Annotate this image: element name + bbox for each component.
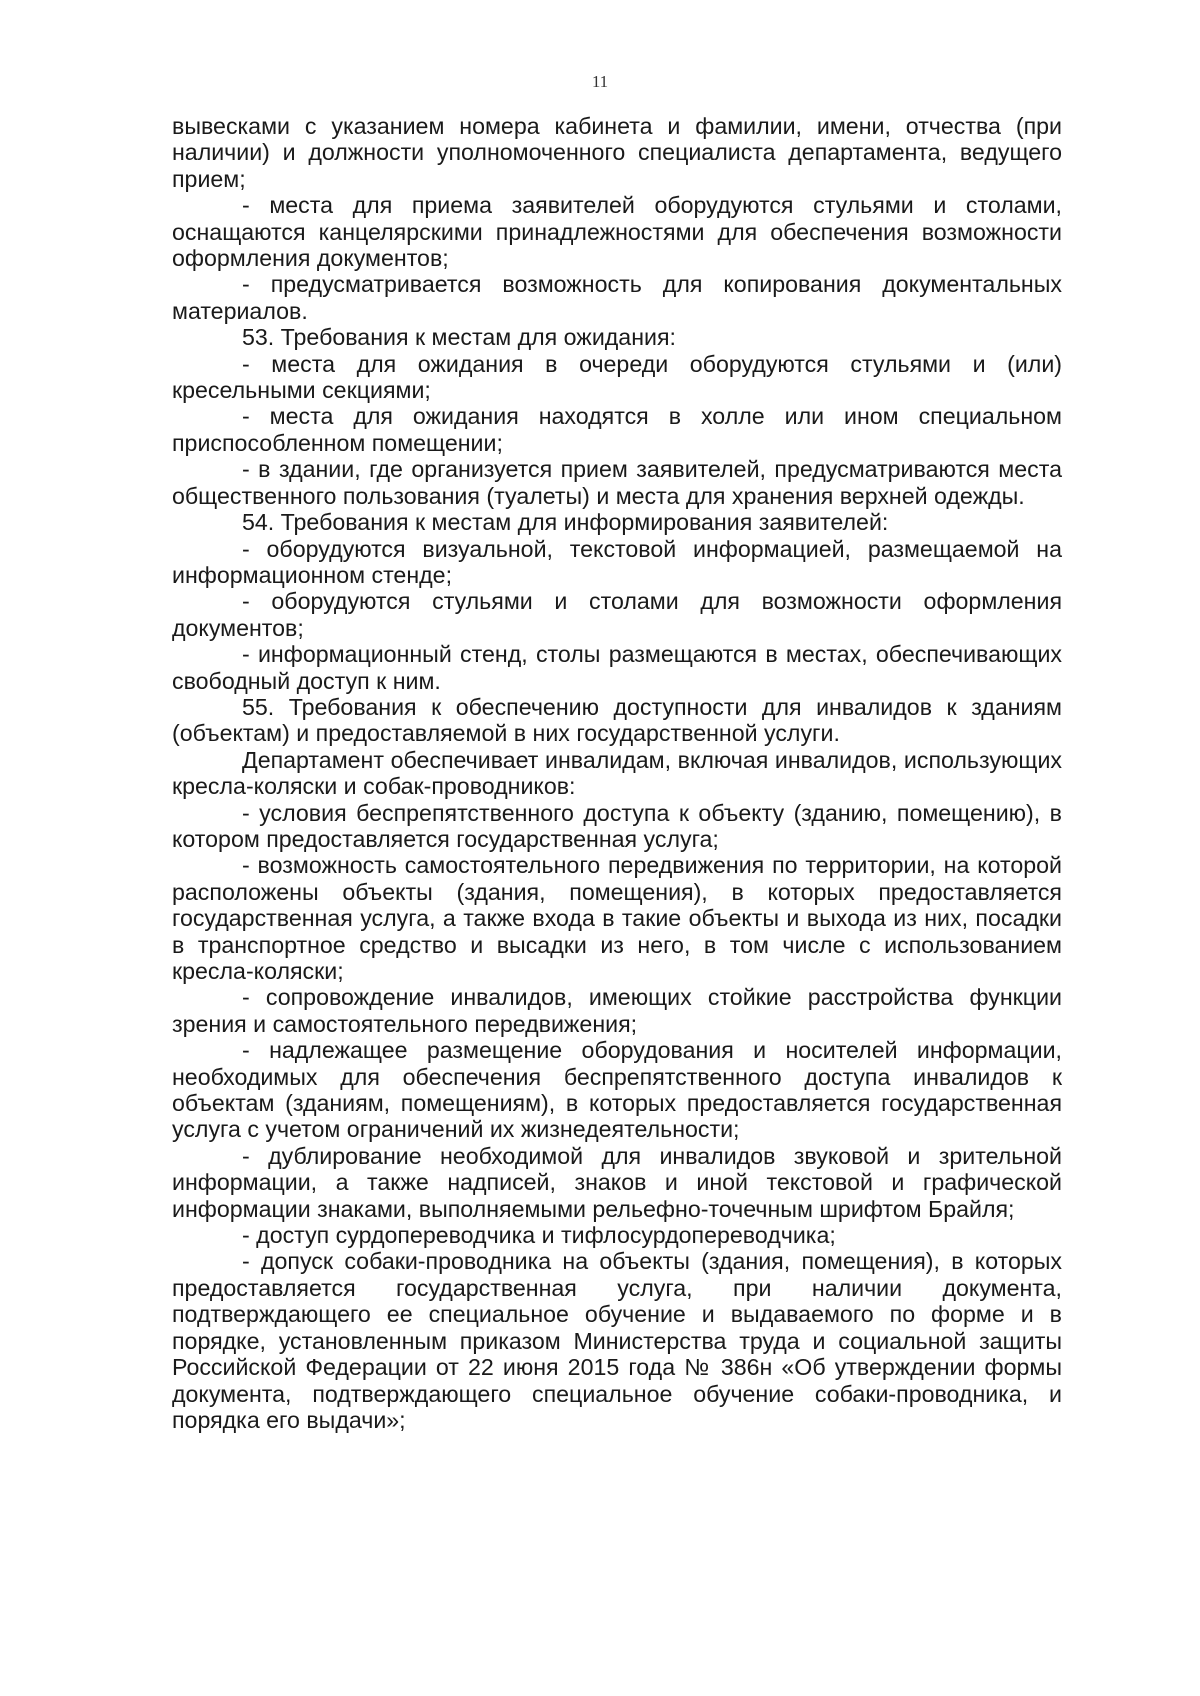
paragraph-list-item: - в здании, где организуется прием заявителей, предусматриваются места общественного пользования (туалеты) и места для хранения верхней одежды. [172,456,1062,509]
paragraph-list-item: - дублирование необходимой для инвалидов звуковой и зрительной информации, а также надписей, знаков и иной текстовой и графической информации знаками, выполняемыми рельефно-точечным шрифтом Брайля; [172,1142,1062,1222]
paragraph-list-item: - информационный стенд, столы размещаются в местах, обеспечивающих свободный доступ к ним. [172,641,1062,694]
paragraph-list-item: - надлежащее размещение оборудования и носителей информации, необходимых для обеспечения беспрепятственного доступа инвалидов к объектам (зданиям, помещениям), в которых предоставляется государственная услуга с учетом ограничений их жизнедеятельности; [172,1037,1062,1143]
paragraph-continuation: вывесками с указанием номера кабинета и фамилии, имени, отчества (при наличии) и должности уполномоченного специалиста департамента, ведущего прием; [172,113,1062,192]
paragraph-list-item: - доступ сурдопереводчика и тифлосурдопереводчика; [242,1222,836,1249]
paragraph-list-item: - условия беспрепятственного доступа к объекту (зданию, помещению), в котором предоставляется государственная услуга; [172,799,1062,852]
section-heading-55: 55. Требования к обеспечению доступности для инвалидов к зданиям (объектам) и предоставляемой в них государственной услуги. [172,693,1062,747]
paragraph-list-item: - сопровождение инвалидов, имеющих стойкие расстройства функции зрения и самостоятельного передвижения; [172,984,1062,1037]
document-body [172,113,1062,1433]
paragraph-list-item: - места для приема заявителей оборудуются стульями и столами, оснащаются канцелярскими принадлежностями для обеспечения возможности оформления документов; [172,192,1062,272]
section-heading-54: 54. Требования к местам для информирования заявителей: [242,509,889,536]
paragraph-list-item: - места для ожидания в очереди оборудуются стульями и (или) кресельными секциями; [172,350,1062,404]
section-heading-53: 53. Требования к местам для ожидания: [242,324,676,351]
paragraph-list-item: - предусматривается возможность для копирования документальных материалов. [172,271,1062,324]
paragraph-list-item: - возможность самостоятельного передвижения по территории, на которой расположены объекты (здания, помещения), в которых предоставляется государственная услуга, а также входа в такие объекты и выхода из них, посадки в транспортное средство и высадки из него, в том числе с использованием кресла-коляски; [172,852,1062,984]
paragraph-list-item: - оборудуются визуальной, текстовой информацией, размещаемой на информационном стенде; [172,535,1062,588]
paragraph-intro: Департамент обеспечивает инвалидам, включая инвалидов, использующих кресла-коляски и собак-проводников: [172,746,1062,800]
page-number: 11 [591,72,609,91]
paragraph-list-item: - места для ожидания находятся в холле или ином специальном приспособленном помещении; [172,403,1062,456]
paragraph-list-item: - допуск собаки-проводника на объекты (здания, помещения), в которых предоставляется государственная услуга, при наличии документа, подтверждающего ее специальное обучение и выдаваемого по форме и в порядке, установленным приказом Министерства труда и социальной защиты Российской Федерации от 22 июня 2015 года № 386н «Об утверждении формы документа, подтверждающего специальное обучение собаки-проводника, и порядка его выдачи»; [172,1248,1062,1433]
paragraph-list-item: - оборудуются стульями и столами для возможности оформления документов; [172,588,1062,641]
